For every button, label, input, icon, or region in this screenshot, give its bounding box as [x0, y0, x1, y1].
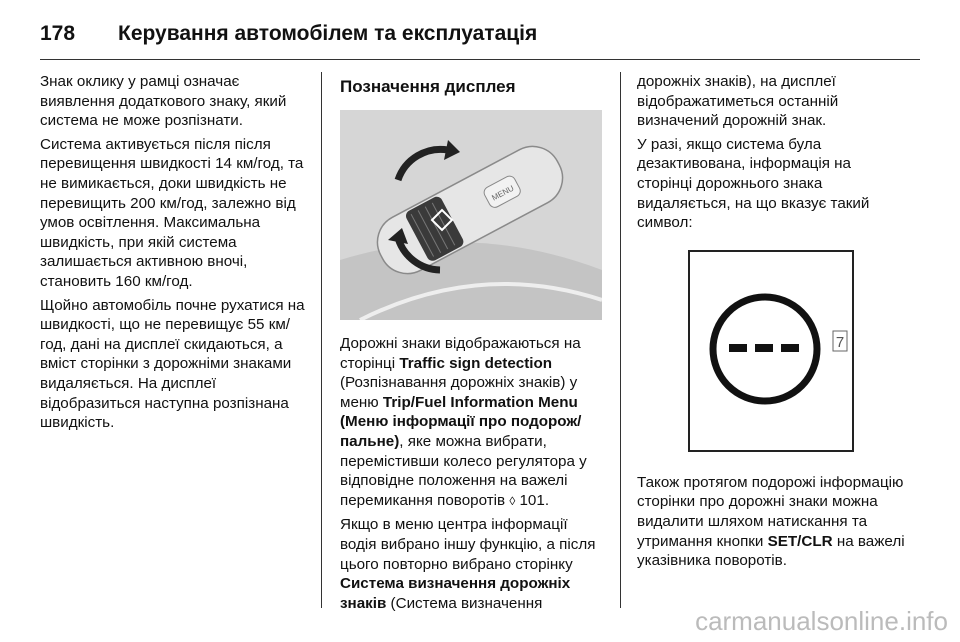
page-ref-icon: ◊ [509, 493, 516, 508]
paragraph: Якщо в меню центра інформації водія вибрано іншу функцію, а після цього повторно вибрано сторінку Система визначення дорожніх знаків (Система визначення [340, 516, 596, 612]
section-heading: Позначення дисплея [340, 77, 516, 96]
deactivated-sign-illustration [637, 243, 899, 459]
chapter-title: Керування автомобілем та експлуатація [118, 22, 538, 45]
paragraph: Також протягом подорожі інформацію сторінки про дорожні знаки можна видалити шляхом натискання та утримання кнопки SET/CLR на важелі указівника поворотів. [637, 473, 905, 570]
paragraph: У разі, якщо система була дезактивована, інформація на сторінці дорожнього знака видаляється, на що вказує такий символ: [637, 135, 870, 232]
column-divider-1 [321, 72, 322, 608]
menu-name: Trip/Fuel Information Menu (Меню інформації про подорож/пальне) [340, 393, 582, 450]
page-header [40, 14, 920, 54]
system-page-name: Система визначення дорожніх знаків [340, 575, 571, 612]
paragraph: Система активується після після перевищення швидкості 14 км/год, та не вимикається, доки швидкість не перевищить 200 км/год, залежно від умов освітлення. Максимальна швидкість, при якій система залишається активною вночі, становить 160 км/год. [40, 135, 304, 290]
menu-button-label: MENU [490, 183, 516, 203]
set-clr-button-label: SET/CLR [767, 532, 833, 550]
menu-page-name: Traffic sign detection [399, 354, 553, 372]
stalk-illustration [340, 110, 602, 320]
column-left [40, 72, 308, 437]
watermark: carmanualsonline.info [695, 606, 948, 636]
page-number: 178 [40, 22, 76, 45]
header-divider [40, 59, 920, 60]
paragraph: Знак оклику у рамці означає виявлення додаткового знаку, який система не може розпізнати. [40, 73, 287, 130]
sign-corner-label: 7 [835, 333, 845, 351]
paragraph: Дорожні знаки відображаються на сторінці Traffic sign detection (Розпізнавання дорожніх знаків) у меню Trip/Fuel Information Menu (Меню інформації про подорож/пальне), яке можна вибрати, перемістивши колесо регулятора у відповідне положення на важелі перемикання поворотів ◊ 101. [340, 335, 587, 509]
column-divider-2 [620, 72, 621, 608]
column-right [637, 72, 907, 575]
column-middle [340, 72, 602, 617]
paragraph: Щойно автомобіль почне рухатися на швидкості, що не перевищує 55 км/год, дані на дисплеї скидаються, а вміст сторінки з дорожніми знаками видаляється. На дисплеї відобразиться наступна розпізнана швидкість. [40, 296, 305, 432]
paragraph: дорожніх знаків), на дисплеї відображатиметься останній визначений дорожній знак. [637, 73, 839, 130]
